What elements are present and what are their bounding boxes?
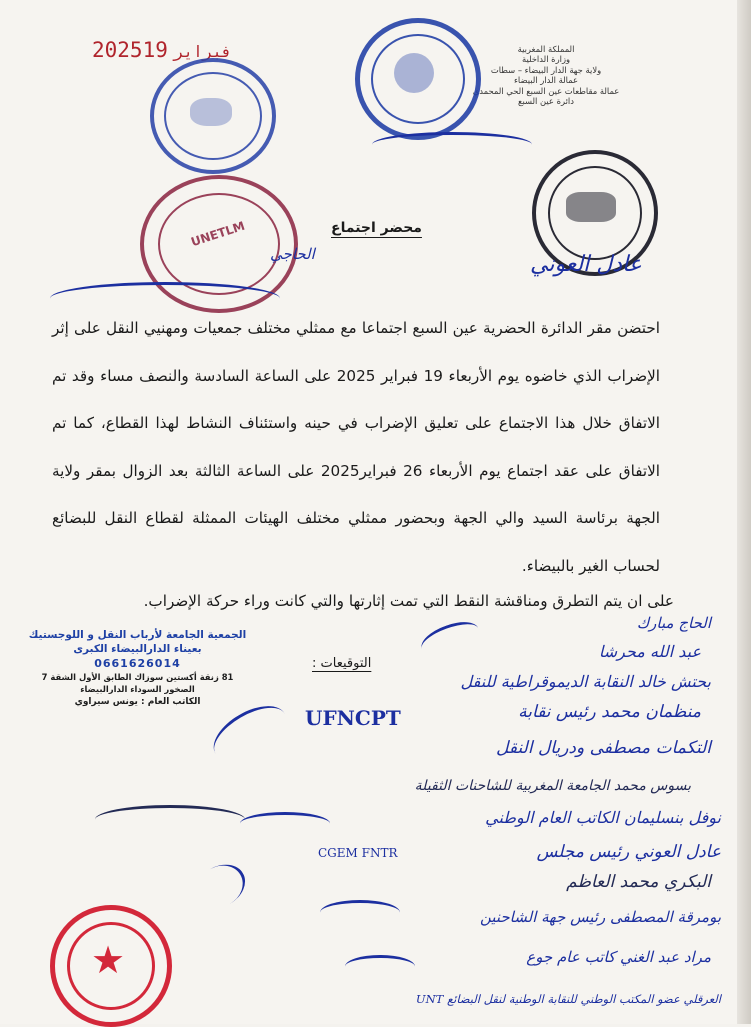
handwritten-signature: الحاجي	[270, 245, 315, 263]
authority-line: ولاية جهة الدار البيضاء – سطات	[490, 64, 602, 75]
paper-edge	[737, 0, 751, 1024]
association-phone: 0661626014	[94, 657, 181, 670]
date-month: فبراير	[173, 42, 232, 61]
star-icon: ★	[91, 938, 126, 982]
meeting-minutes-body	[52, 305, 660, 590]
authority-line: دائرة عين السبع	[518, 96, 574, 107]
handwritten-entry: التكمات مصطفى ودريال النقل	[496, 738, 711, 758]
handwritten-entry: نوفل بنسليمان الكاتب العام الوطني	[485, 808, 721, 827]
authority-line: عمالة مقاطعات عين السبع الحي المحمدي	[472, 85, 620, 96]
signatures-heading: التوقيعات :	[312, 656, 372, 671]
handwritten-entry: مراد عبد الغني كاتب عام جوع	[526, 948, 711, 966]
closing-sentence: على ان يتم التطرق ومناقشة النقط التي تمت إثارتها والتي كانت وراء حركة الإضراب.	[143, 592, 674, 610]
association-round-stamp	[150, 58, 276, 174]
association-address: 81 زنقة أكستين سوزاك الطابق الأول الشقة 7	[41, 672, 234, 682]
signature-scrawl	[320, 900, 400, 925]
authority-line: وزارة الداخلية	[521, 54, 571, 65]
authority-line: المملكة المغربية	[517, 44, 575, 54]
signature-scrawl	[240, 812, 330, 835]
handwritten-entry: عادل العوني رئيس مجلس	[536, 842, 721, 862]
handwritten-entry: العرقلي عضو المكتب الوطني للنقابة الوطنية لنقل البضائع UNT	[415, 992, 721, 1006]
handwritten-entry: UFNCPT	[305, 706, 401, 730]
handwritten-entry: منظمان محمد رئيس نقابة	[518, 702, 701, 722]
body-paragraph: احتضن مقر الدائرة الحضرية عين السبع اجتماعا مع ممثلي مختلف جمعيات ومهنيي النقل على إثر الإضراب الذي خاضوه يوم الأربعاء 19 فبراير 2025 على الساعة السادسة والنصف مساء وقد تم الاتفاق خلال هذا الاجتماع على تعليق الإضراب في حينه واستئناف النشاط لهذا القطاع، كما تم الاتفاق على عقد اجتماع يوم الأربعاء 26 فبراير2025 على الساعة الثالثة بعد الزوال بمقر ولاية الجهة برئاسة السيد والي الجهة وبحضور ممثلي مختلف الهيئات الممثلة لقطاع النقل للبضائع لحساب الغير بالبيضاء.	[52, 319, 661, 575]
date-day: 19	[142, 38, 168, 62]
signature-scrawl	[95, 805, 245, 834]
coalition-round-stamp	[355, 18, 481, 140]
signature-scrawl	[417, 616, 483, 662]
red-star-stamp	[50, 905, 172, 1027]
handwritten-entry: البكري محمد العاظم	[566, 872, 711, 892]
signature-scrawl	[345, 955, 415, 978]
handwritten-entry: الحاج مبارك	[636, 614, 711, 632]
handwritten-entry: CGEM FNTR	[318, 846, 398, 860]
signature-scrawl	[187, 856, 253, 917]
handwritten-entry: بومرقة المصطفى رئيس جهة الشاحنين	[479, 908, 721, 926]
handwritten-signature: عادل العوني	[530, 252, 642, 277]
document-title: محضر اجتماع	[331, 220, 422, 236]
signature-scrawl	[372, 132, 532, 157]
handwritten-entry: بحتش خالد النقابة الديموقراطية للنقل	[460, 672, 711, 691]
handwritten-entry: عبد الله محرشا	[598, 642, 701, 661]
handwritten-entry: بسوس محمد الجامعة المغربية للشاحنات الثقيلة	[414, 778, 691, 794]
unetlm-stamp-text: UNETLM	[189, 218, 247, 250]
association-address: الصخور السوداء الدارالبيضاء	[80, 684, 195, 694]
association-region: بعيناء الدارالبيضاء الكبرى	[73, 643, 202, 655]
authority-line: عمالة الدار البيضاء	[513, 75, 579, 86]
association-name: الجمعية الجامعة لأرباب النقل و اللوجستيك	[28, 629, 247, 641]
date-year: 2025	[92, 38, 143, 62]
association-text-stamp	[25, 628, 250, 709]
association-secretary: الكاتب العام : يونس سيراوي	[74, 697, 201, 707]
